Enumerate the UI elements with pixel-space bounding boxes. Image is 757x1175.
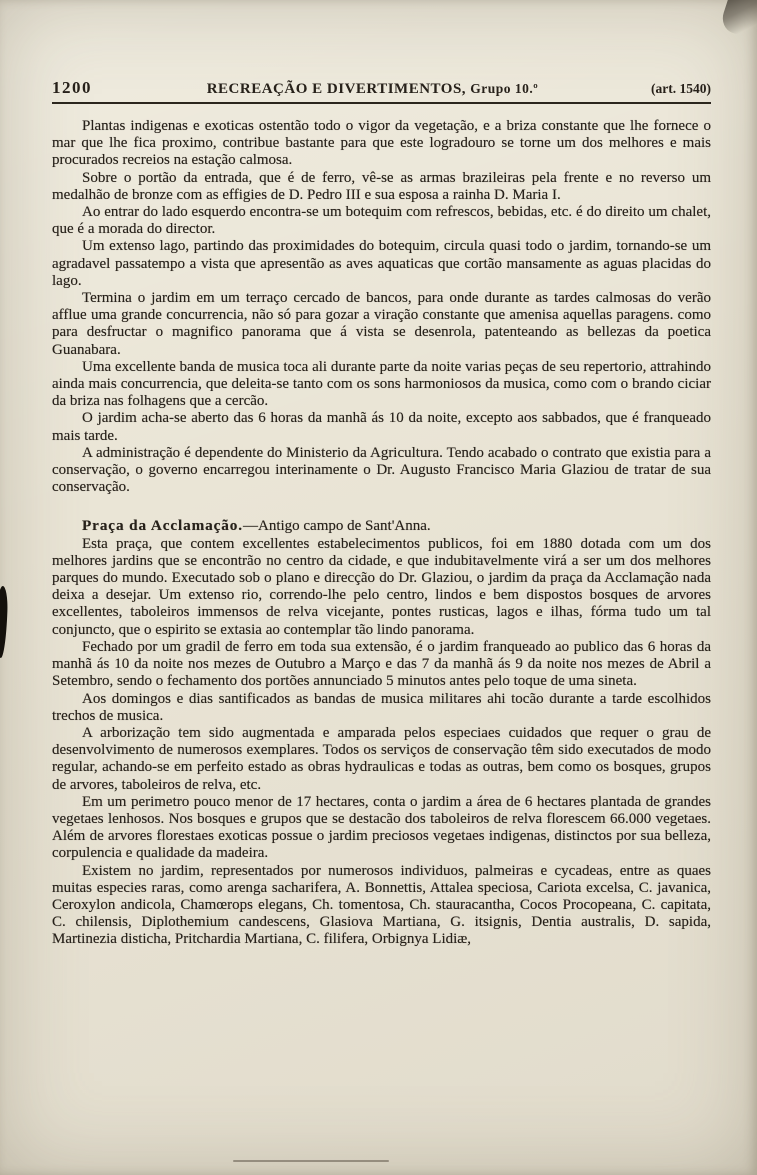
page-body bbox=[52, 118, 711, 949]
paragraph: Termina o jardim em um terraço cercado de bancos, para onde durante as tardes calmosas do verão afflue uma grande concurrencia, não só para gozar a viração constante que amenisa aquellas paragens. como para desfructar o magnifico panorama que á vista se desenrola, patenteando as bellezas da poetica Guanabara. bbox=[52, 290, 711, 358]
paragraph: Plantas indigenas e exoticas ostentão todo o vigor da vegetação, e a briza constante que lhe fornece o mar que lhe fica proximo, contribue bastante para que este logradouro se torne um dos melhores e mais procurados recreios na estação calmosa. bbox=[52, 118, 711, 169]
paragraph: O jardim acha-se aberto das 6 horas da manhã ás 10 da noite, excepto aos sabbados, que é franqueado mais tarde. bbox=[52, 410, 711, 444]
section-title: Praça da Acclamação. bbox=[82, 517, 243, 535]
section-heading bbox=[52, 517, 711, 535]
paragraph: A arborização tem sido augmentada e amparada pelos especiaes cuidados que requer o grau de desenvolvimento de numerosos exemplares. Todos os serviços de conservação têm sido executados de modo regular, achando-se em perfeito estado as obras hydraulicas e todas as outras, bem como os bosques, grupos de arvores, taboleiros de relva, etc. bbox=[52, 724, 711, 793]
page-header bbox=[52, 78, 711, 104]
paragraph: Existem no jardim, representados por numerosos individuos, palmeiras e cycadeas, entre as quaes muitas especies raras, como arenga sacharifera, A. Bonnettis, Attalea speciosa, Cariota excelsa, C. javanica, Ceroxylon andicola, Chamœrops elegans, Ch. tomentosa, Ch. stauracantha, Cocos Procopeana, C. capitata, C. chilensis, Diplothemium candescens, Glasiova Martiana, G. itsignis, Dentia australis, D. sapida, Martinezia disticha, Pritchardia Martiana, C. filifera, Orbignya Lidiæ, bbox=[52, 862, 711, 948]
paragraph: Um extenso lago, partindo das proximidades do botequim, circula quasi todo o jardim, tornando-se um agradavel passatempo a vista que apresentão as aves aquaticas que cortão mansamente as aguas placidas do lago. bbox=[52, 238, 711, 289]
page-number: 1200 bbox=[52, 78, 92, 97]
paragraph: Uma excellente banda de musica toca ali durante parte da noite varias peças de seu repertorio, attrahindo ainda mais concurrencia, que deleita-se tanto com os sons harmoniosos da musica, como com o brando ciciar da briza nas folhagens que a cercão. bbox=[52, 358, 711, 410]
running-title bbox=[144, 81, 601, 98]
paragraph: Sobre o portão da entrada, que é de ferro, vê-se as armas brazileiras pela frente e no reverso um medalhão de bronze com as effigies de D. Pedro III e sua esposa a rainha D. Maria I. bbox=[52, 169, 711, 203]
section-subtitle: —Antigo campo de Sant'Anna. bbox=[242, 518, 431, 535]
paragraph: Ao entrar do lado esquerdo encontra-se um botequim com refrescos, bebidas, etc. é do direito um chalet, que é a morada do director. bbox=[52, 204, 711, 238]
paragraph: Aos domingos e dias santificados as bandas de musica militares ahi tocão durante a tarde escolhidos trechos de musica. bbox=[52, 690, 711, 724]
paragraph: Fechado por um gradil de ferro em toda sua extensão, é o jardim franqueado ao publico das 6 horas da manhã ás 10 da noite nos mezes de Outubro a Março e das 7 da manhã ás 9 da noite nos mezes de Abril a Setembro, sendo o fechamento dos portões annunciado 5 minutos antes pelo toque de uma sineta. bbox=[52, 638, 711, 690]
paragraph: Esta praça, que contem excellentes estabelecimentos publicos, foi em 1880 dotada com um dos melhores jardins que se encontrão no centro da cidade, e que indubitavelmente virá a ser um dos melhores parques do mundo. Executado sob o plano e direcção do Dr. Glaziou, o jardim da praça da Acclamação nada deixa a desejar. Um extenso rio, correndo-lhe pelo centro, lindos e bem dispostos bosques de arvores excellentes, taboleiros immensos de relva vicejante, pontes rusticas, lagos e ilhas, fórma tudo um tal conjuncto, que o espirito se extasia ao contemplar tão lindo panorama. bbox=[52, 535, 711, 638]
group-label: Grupo 10.º bbox=[470, 81, 539, 96]
paragraph: A administração é dependente do Ministerio da Agricultura. Tendo acabado o contrato que existia para a conservação, o governo encarregou interinamente o Dr. Augusto Francisco Maria Glaziou de tratar de sua conservação. bbox=[52, 444, 711, 496]
running-title-text: RECREAÇÃO E DIVERTIMENTOS, bbox=[206, 81, 467, 97]
paragraph: Em um perimetro pouco menor de 17 hectares, conta o jardim a área de 6 hectares plantada de grandes vegetaes lenhosos. Nos bosques e grupos que se destacão dos taboleiros de relva florescem 66.000 vegetaes. Além de arvores florestaes exoticas possue o jardim preciosos vegetaes indigenas, distinctos por sua belleza, corpulencia e qualidade da madeira. bbox=[52, 793, 711, 862]
scan-artifact-ink-blot bbox=[0, 586, 8, 658]
article-reference: (art. 1540) bbox=[651, 81, 711, 96]
scan-artifact-corner-smudge bbox=[719, 0, 757, 41]
scan-artifact-bottom-line bbox=[233, 1160, 389, 1162]
